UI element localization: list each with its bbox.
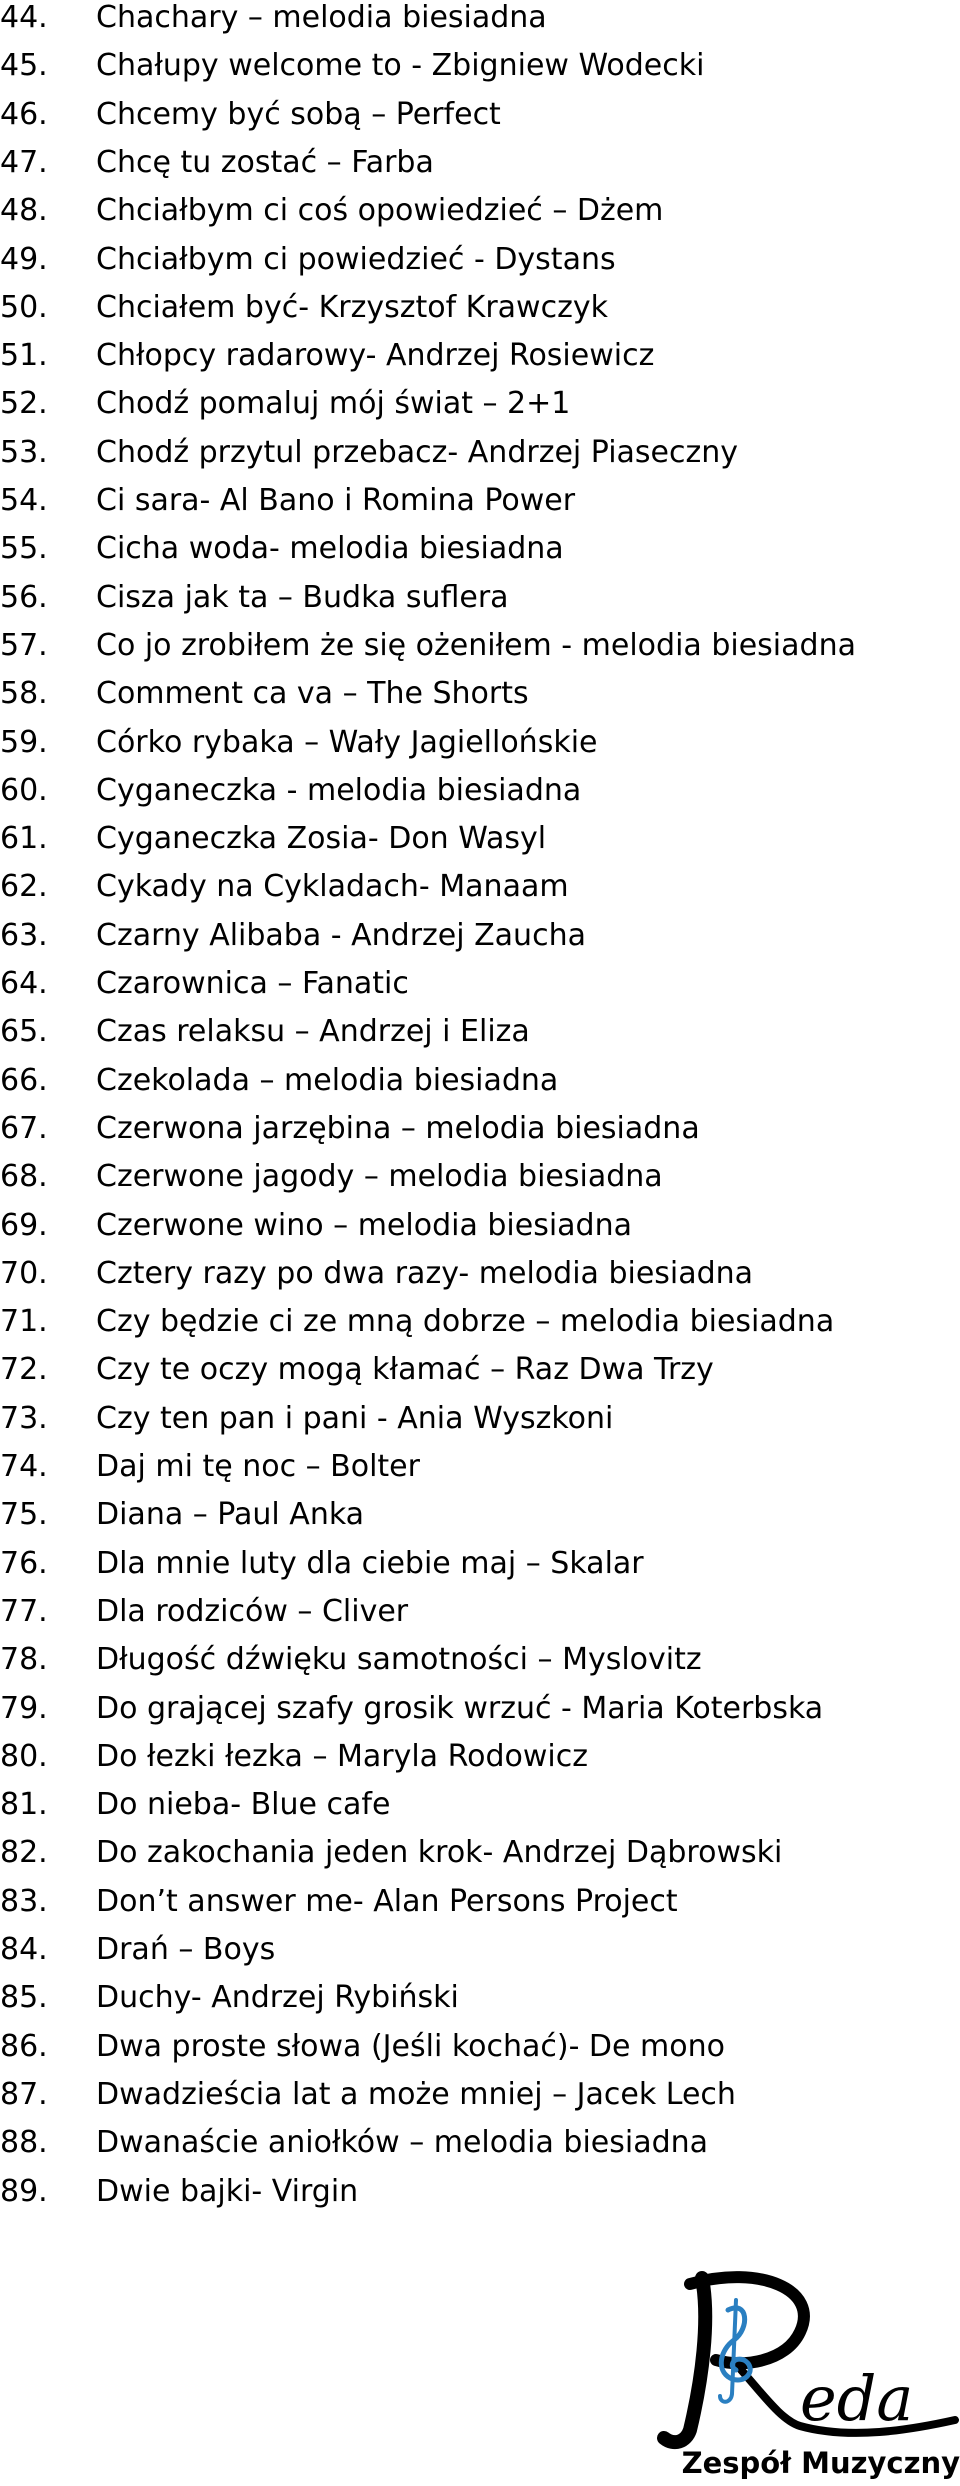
song-number: 61. [0,821,48,857]
song-title: Czarny Alibaba - Andrzej Zaucha [96,917,586,953]
song-number: 48. [0,193,48,229]
song-title: Córko rybaka – Wały Jagiellońskie [96,724,598,760]
song-number: 67. [0,1110,48,1146]
song-number: 87. [0,2076,48,2112]
song-number: 62. [0,869,48,905]
song-number: 52. [0,386,48,422]
song-number: 85. [0,1980,48,2016]
song-title: Czy ten pan i pani - Ania Wyszkoni [96,1400,614,1436]
song-number: 77. [0,1593,48,1629]
song-number: 70. [0,1255,48,1291]
song-number: 66. [0,1062,48,1098]
song-title: Chciałbym ci powiedzieć - Dystans [96,241,616,277]
song-number: 65. [0,1014,48,1050]
song-title: Czekolada – melodia biesiadna [96,1062,559,1098]
song-title: Do zakochania jeden krok- Andrzej Dąbrowski [96,1835,783,1871]
song-title: Dla rodziców – Cliver [96,1593,409,1629]
song-title: Cztery razy po dwa razy- melodia biesiadna [96,1255,754,1291]
song-title: Chciałem być- Krzysztof Krawczyk [96,289,608,325]
song-title: Chałupy welcome to - Zbigniew Wodecki [96,48,705,84]
song-number: 86. [0,2028,48,2064]
song-title: Czy będzie ci ze mną dobrze – melodia biesiadna [96,1304,835,1340]
song-number: 51. [0,338,48,374]
logo-wordmark-rest: eda [800,2362,914,2435]
song-title: Dwanaście aniołków – melodia biesiadna [96,2125,709,2161]
song-title: Drań – Boys [96,1932,276,1967]
song-number: 46. [0,96,48,132]
song-title: Czarownica – Fanatic [96,966,409,1001]
song-number: 54. [0,483,48,518]
song-title: Cykady na Cykladach- Manaam [96,869,569,905]
song-title: Czas relaksu – Andrzej i Eliza [96,1014,530,1050]
song-number: 75. [0,1497,48,1533]
song-title: Cyganeczka - melodia biesiadna [96,772,582,808]
song-title: Don’t answer me- Alan Persons Project [96,1883,678,1919]
song-title: Do łezki łezka – Maryla Rodowicz [96,1738,588,1774]
song-title: Czerwone wino – melodia biesiadna [96,1207,632,1243]
song-title: Duchy- Andrzej Rybiński [96,1980,459,2016]
song-number: 56. [0,579,48,615]
song-number: 50. [0,289,48,325]
song-number: 68. [0,1159,48,1195]
song-number: 47. [0,144,48,180]
song-number: 60. [0,772,48,808]
song-number: 55. [0,531,48,567]
song-title: Cyganeczka Zosia- Don Wasyl [96,821,547,857]
song-number: 64. [0,966,48,1001]
song-title: Dwie bajki- Virgin [96,2173,359,2209]
song-number: 76. [0,1545,48,1581]
song-number: 72. [0,1352,48,1388]
song-number: 78. [0,1642,48,1678]
song-title: Cicha woda- melodia biesiadna [96,531,564,567]
song-number: 59. [0,724,48,760]
song-number: 89. [0,2173,48,2209]
song-title: Chcę tu zostać – Farba [96,144,434,180]
song-title: Co jo zrobiłem że się ożeniłem - melodia biesiadna [96,627,856,663]
song-title: Chłopcy radarowy- Andrzej Rosiewicz [96,338,655,374]
song-title: Chciałbym ci coś opowiedzieć – Dżem [96,193,664,229]
logo-caption: Zespół Muzyczny [681,2446,960,2480]
song-title: Comment ca va – The Shorts [96,676,529,712]
song-number: 81. [0,1787,48,1823]
song-number: 71. [0,1304,48,1340]
song-title: Długość dźwięku samotności – Myslovitz [96,1642,702,1678]
song-number: 53. [0,434,48,470]
song-title: Dwa proste słowa (Jeśli kochać)- De mono [96,2028,725,2064]
song-title: Daj mi tę noc – Bolter [96,1449,420,1484]
song-title: Chodź przytul przebacz- Andrzej Piaseczny [96,434,739,470]
song-number: 58. [0,676,48,712]
treble-clef-icon [720,2300,750,2402]
song-number: 45. [0,48,48,84]
reda-logo-mark [650,2270,960,2450]
song-number: 57. [0,627,48,663]
song-title: Ci sara- Al Bano i Romina Power [96,483,576,518]
song-number: 82. [0,1835,48,1871]
song-title: Chodź pomaluj mój świat – 2+1 [96,386,571,422]
song-number: 73. [0,1400,48,1436]
song-title: Czerwona jarzębina – melodia biesiadna [96,1110,700,1146]
song-number: 69. [0,1207,48,1243]
song-title: Do grającej szafy grosik wrzuć - Maria Koterbska [96,1690,824,1726]
song-title: Chcemy być sobą – Perfect [96,96,501,132]
song-number: 80. [0,1738,48,1774]
song-number: 74. [0,1449,48,1484]
song-title: Czerwone jagody – melodia biesiadna [96,1159,663,1195]
song-number: 49. [0,241,48,277]
song-number: 44. [0,0,48,35]
song-title: Do nieba- Blue cafe [96,1787,391,1823]
song-title: Czy te oczy mogą kłamać – Raz Dwa Trzy [96,1352,714,1388]
song-number: 83. [0,1883,48,1919]
song-title: Diana – Paul Anka [96,1497,365,1533]
song-title: Chachary – melodia biesiadna [96,0,547,35]
song-number: 84. [0,1932,48,1967]
band-logo [650,2270,960,2480]
song-title: Cisza jak ta – Budka suflera [96,579,509,615]
song-title: Dwadzieścia lat a może mniej – Jacek Lech [96,2076,736,2112]
song-number: 79. [0,1690,48,1726]
song-number: 88. [0,2125,48,2161]
song-title: Dla mnie luty dla ciebie maj – Skalar [96,1545,644,1581]
song-number: 63. [0,917,48,953]
